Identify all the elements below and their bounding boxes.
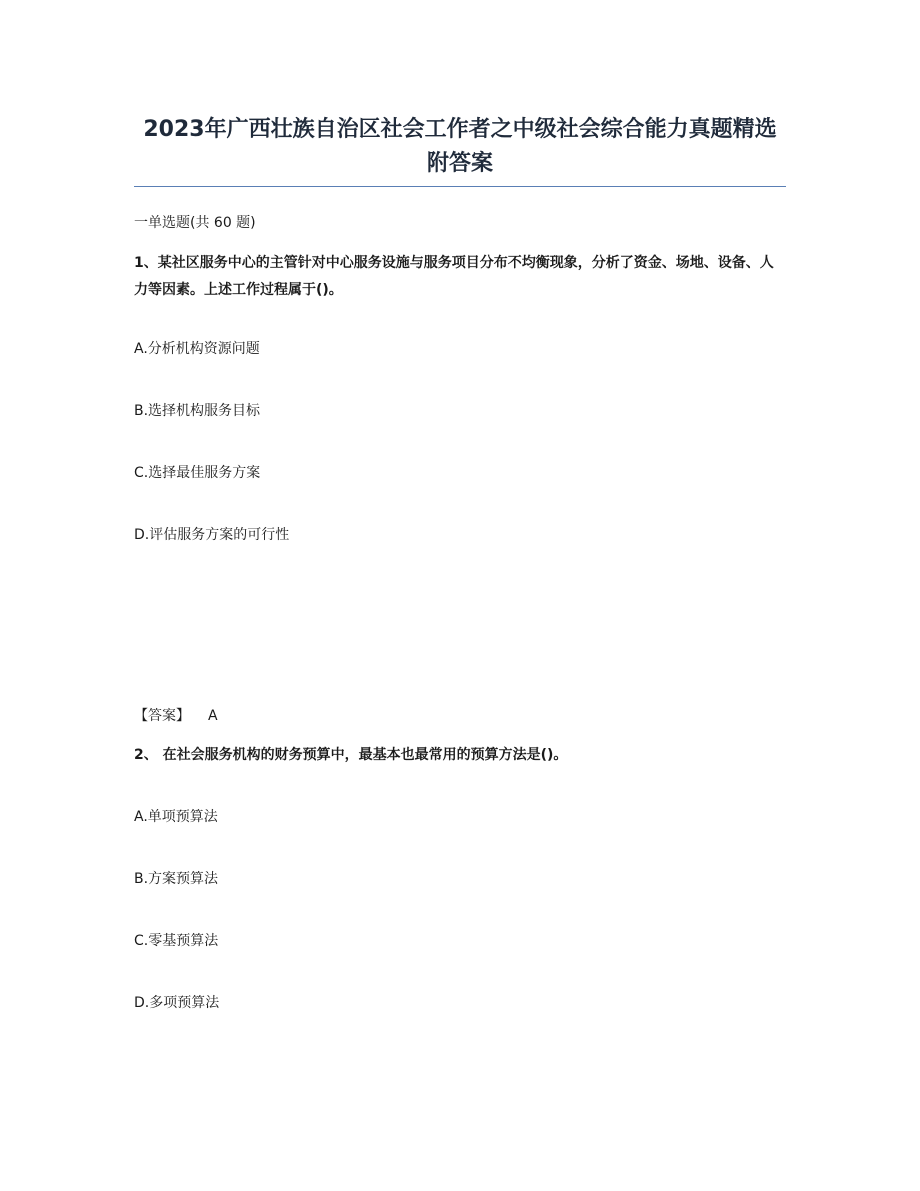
question-1-option-a: A.分析机构资源问题 [134, 341, 260, 357]
answer-value: A [208, 708, 218, 724]
question-1-option-c: C.选择最佳服务方案 [134, 465, 261, 481]
document-title: 2023年广西壮族自治区社会工作者之中级社会综合能力真题精选附答案 [143, 117, 777, 176]
question-2-option-b: B.方案预算法 [134, 871, 219, 887]
question-1-option-b: B.选择机构服务目标 [134, 403, 261, 419]
question-2-option-a: A.单项预算法 [134, 809, 218, 825]
question-1-option-d: D.评估服务方案的可行性 [134, 527, 290, 543]
question-2-text: 2、 在社会服务机构的财务预算中，最基本也最常用的预算方法是()。 [134, 747, 568, 763]
answer-label: 【答案】 [134, 708, 190, 724]
section-header: 一单选题(共 60 题) [134, 215, 256, 231]
question-2-option-c: C.零基预算法 [134, 933, 219, 949]
question-1-text: 1、某社区服务中心的主管针对中心服务设施与服务项目分布不均衡现象，分析了资金、场地、设备、人力等因素。上述工作过程属于()。 [134, 255, 774, 298]
question-1-answer [134, 705, 218, 727]
question-2-option-d: D.多项预算法 [134, 995, 220, 1011]
title-divider [134, 186, 786, 187]
